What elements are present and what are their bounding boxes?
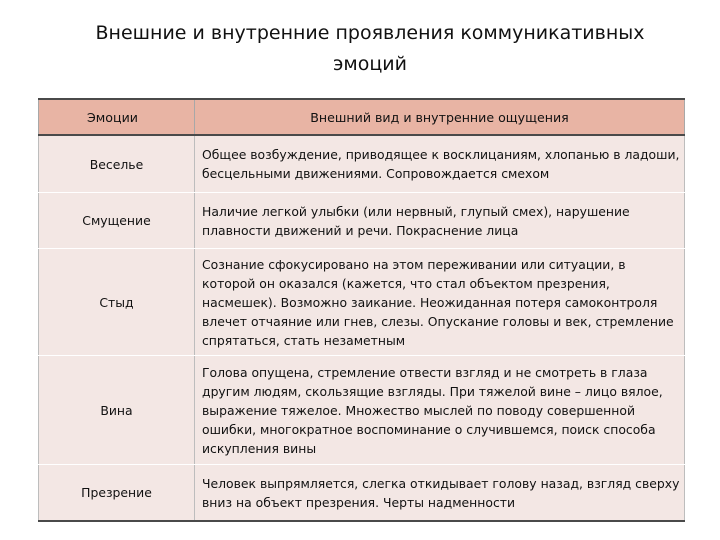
header-emotions: Эмоции [39,99,195,135]
title-line-1: Внешние и внутренние проявления коммуникативных [95,22,645,44]
emotion-cell: Вина [39,356,195,465]
emotions-table [38,98,685,522]
emotion-cell: Стыд [39,249,195,356]
emotion-cell: Презрение [39,465,195,522]
title-line-2: эмоций [332,53,407,75]
emotion-cell: Смущение [39,193,195,249]
table-row [39,135,685,193]
header-description: Внешний вид и внутренние ощущения [195,99,685,135]
table-header-row [39,99,685,135]
table-row [39,193,685,249]
page-title [40,18,700,80]
description-cell: Общее возбуждение, приводящее к восклицаниям, хлопанью в ладоши, бесцельными движениями. Сопровождается смехом [195,135,685,193]
table-row [39,356,685,465]
description-cell: Сознание сфокусировано на этом переживании или ситуации, в которой он оказался (кажется, что стал объектом презрения, насмешек). Возможно заикание. Неожиданная потеря самоконтроля влечет отчаяние или гнев, слезы. Опускание головы и век, стремление спрятаться, стать незаметным [195,249,685,356]
description-cell: Голова опущена, стремление отвести взгляд и не смотреть в глаза другим людям, скользящие взгляды. При тяжелой вине – лицо вялое, выражение тяжелое. Множество мыслей по поводу совершенной ошибки, многократное воспоминание о случившемся, поиск способа искупления вины [195,356,685,465]
description-cell: Человек выпрямляется, слегка откидывает голову назад, взгляд сверху вниз на объект презрения. Черты надменности [195,465,685,522]
emotion-cell: Веселье [39,135,195,193]
table-row [39,249,685,356]
table-row [39,465,685,522]
description-cell: Наличие легкой улыбки (или нервный, глупый смех), нарушение плавности движений и речи. Покраснение лица [195,193,685,249]
